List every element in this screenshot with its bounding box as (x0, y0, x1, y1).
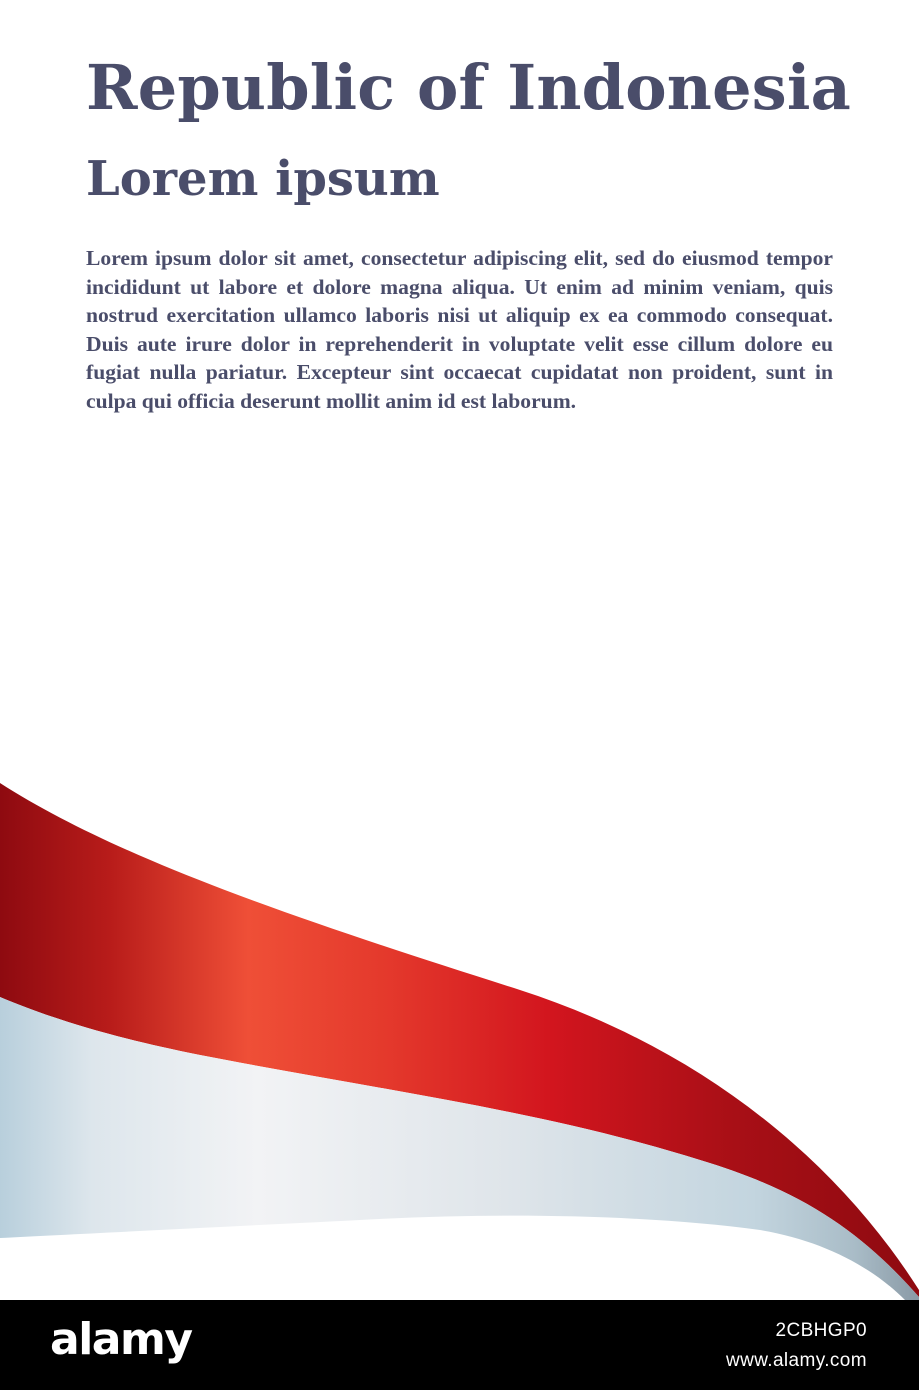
body-paragraph: Lorem ipsum dolor sit amet, consectetur adipiscing elit, sed do eiusmod tempor incididunt ut labore et dolore magna aliqua. Ut enim ad minim veniam, quis nostrud exercitation ullamco laboris nisi ut aliquip ex ea commodo consequat. Duis aute irure dolor in reprehenderit in voluptate velit esse cillum dolore eu fugiat nulla pariatur. Excepteur sint occaecat cupidatat non proident, sunt in culpa qui officia deserunt mollit anim id est laborum. (86, 246, 833, 413)
page-title: Republic of Indonesia (86, 51, 851, 124)
page-subtitle: Lorem ipsum (86, 151, 440, 207)
footer-bar (0, 1300, 919, 1390)
image-id: 2CBHGP0 (775, 1320, 867, 1341)
alamy-logo: alamy (50, 1314, 192, 1365)
footer-url[interactable]: www.alamy.com (725, 1350, 867, 1371)
